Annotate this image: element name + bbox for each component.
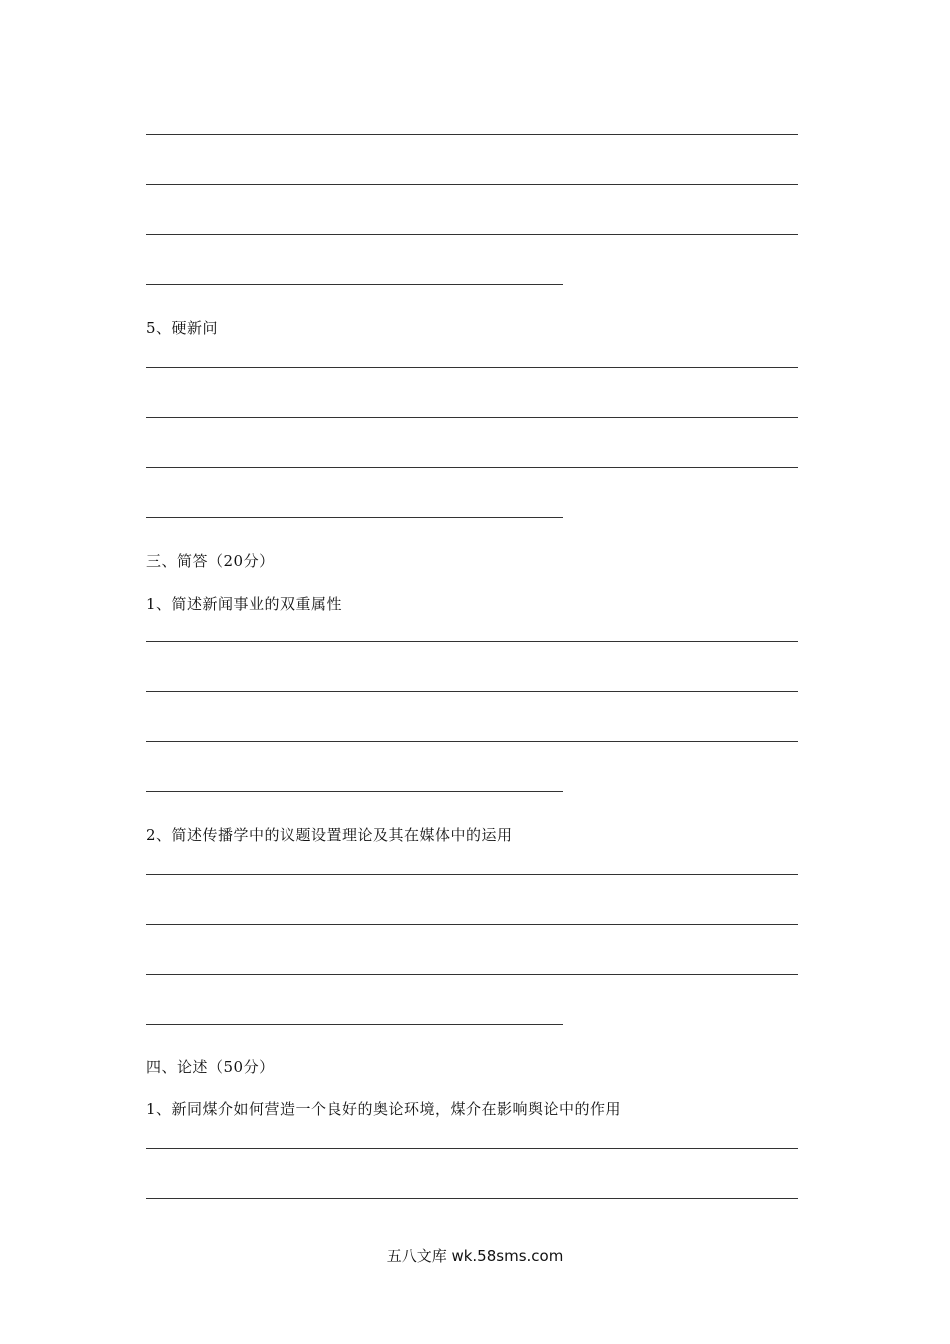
- answer-line: [146, 367, 798, 368]
- answer-line: [146, 741, 798, 742]
- answer-line: [146, 517, 563, 518]
- answer-line: [146, 791, 563, 792]
- answer-line: [146, 417, 798, 418]
- answer-line: [146, 924, 798, 925]
- footer-watermark: 五八文库 wk.58sms.com: [386, 1247, 564, 1265]
- question-3-2: 2、简述传播学中的议题设置理论及其在媒体中的运用: [146, 826, 513, 844]
- section-3-title: 三、简答（20分）: [146, 552, 275, 570]
- answer-line: [146, 1024, 563, 1025]
- answer-line: [146, 134, 798, 135]
- question-5: 5、硬新问: [146, 319, 219, 337]
- question-3-1: 1、简述新闻事业的双重属性: [146, 595, 343, 613]
- answer-line: [146, 234, 798, 235]
- answer-line: [146, 691, 798, 692]
- answer-line: [146, 974, 798, 975]
- answer-line: [146, 641, 798, 642]
- answer-line: [146, 1198, 798, 1199]
- question-4-1: 1、新同煤介如何营造一个良好的奥论环境，煤介在影响舆论中的作用: [146, 1100, 622, 1118]
- answer-line: [146, 874, 798, 875]
- answer-line: [146, 467, 798, 468]
- section-4-title: 四、论述（50分）: [146, 1058, 275, 1076]
- answer-line: [146, 184, 798, 185]
- answer-line: [146, 1148, 798, 1149]
- answer-line: [146, 284, 563, 285]
